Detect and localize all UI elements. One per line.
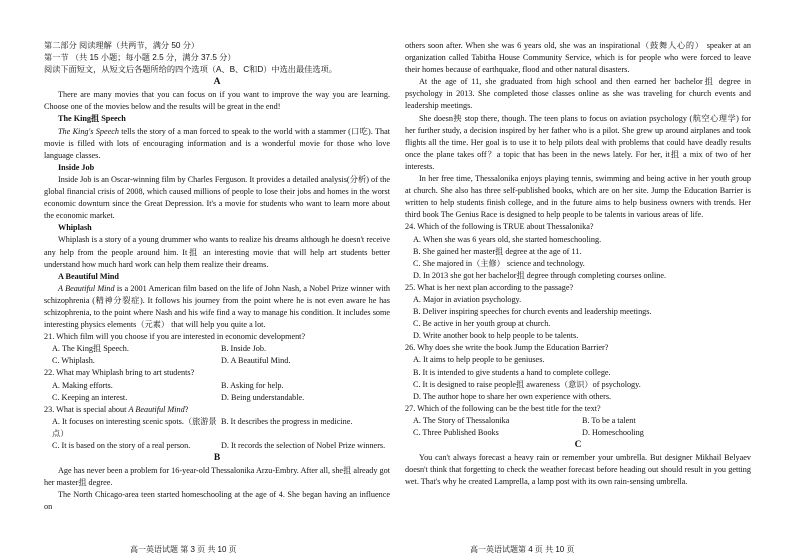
q22-options-row1 [44,380,390,392]
left-column [44,40,390,513]
q25-option-a[interactable]: A. Major in aviation psychology. [413,294,522,304]
question-25: 25. What is her next plan according to the passage? [405,282,574,292]
q23-options-row1 [44,416,390,440]
q21-option-d[interactable]: D. A Beautiful Mind. [221,356,291,366]
movie-2-text: Inside Job is an Oscar-winning film by Charles Ferguson. It provides a detailed analysis(分析) of the global financial crisis of 2008, which caused millions of people to lose their jobs and homes in the worst economic downturn since the Great Depression. It's a movie for students who want to learn more about the economic market. [44,174,390,221]
q22-option-b[interactable]: B. Asking for help. [221,380,284,390]
movie-4-body: is a 2001 American film based on the life of John Nash, a Nobel Prize winner with schizophrenia (精神分裂症). It follows his journey from the point where he is not even aware he has schizophrenia, to the point where Nash and his wife find a way to manage his condition. It includes some interesting physics elements（元素） that will help you quite a lot. [44,283,390,330]
q27-options-row1 [405,415,751,427]
q22-option-d[interactable]: D. Being understandable. [221,392,305,402]
right-page-footer: 高一英语试题第 4 页 共 10 页 [470,545,575,554]
q26-option-a[interactable]: A. It aims to help people to be geniuses. [413,355,545,365]
right-column [405,40,751,488]
q27-option-c[interactable]: C. Three Published Books [413,428,499,437]
passage-b-label: B [213,453,221,464]
q21-option-b[interactable]: B. Inside Job. [221,344,267,354]
passage-b-para-4: She doesn抰 stop there, though. The teen plans to focus on aviation psychology (航空心理学) for her further study, a decision inspired by her father who is a pilot. She grew up around airplanes and took flights all the time. Her goal is to use it to help pilots deal with problems that could have deadly results once the plane takes off？a topic that has been in the news lately. For her, it抯 a mix of two of her interests. [405,113,751,171]
q25-option-d[interactable]: D. Write another book to help people to be talents. [413,331,579,341]
question-23 [44,404,390,416]
q27-option-d[interactable]: D. Homeschooling [582,428,644,437]
q22-option-c[interactable]: C. Keeping an interest. [52,392,128,402]
q23-option-d[interactable]: D. It records the selection of Nobel Prize winners. [221,441,386,450]
q23-film-title: A Beautiful Mind [128,404,185,414]
q21-option-a[interactable]: A. The King抯 Speech. [52,344,129,354]
movie-1-text [44,126,390,162]
instruction: 阅读下面短文，从短文后各题所给的四个选项（A、B、C和D）中选出最佳选项。 [44,65,337,75]
q26-option-d[interactable]: D. The author hope to share her own experience with others. [413,391,612,401]
q26-option-c[interactable]: C. It is designed to raise people抯 awareness（意识）of psychology. [413,379,641,389]
passage-b-para-2: The North Chicago-area teen started homeschooling at the age of 4. She began having an influence on [44,490,390,512]
passage-c-label: C [574,440,582,451]
left-page-footer: 高一英语试题 第 3 页 共 10 页 [130,545,237,554]
passage-c-para-1: You can't always forecast a heavy rain or remember your umbrella. But designer Mikhail Belyaev doesn't think that forgetting to check the weather forecast before heading out should result in you getting wet. That's why he created Lamprella, a lamp post with its own rain-sensing umbrella. [405,453,751,487]
question-24: 24. Which of the following is TRUE about Thessalonika? [405,222,594,232]
passage-a-intro: There are many movies that you can focus on if you want to improve the way you are learning. Choose one of the movies below and the results will be great in the end! [44,90,390,112]
q27-option-b[interactable]: B. To be a talent [582,415,636,425]
q25-option-b[interactable]: B. Deliver inspiring speeches for church events and leadership meetings. [413,307,652,317]
q24-option-c[interactable]: C. She majored in（主修） science and technology. [413,258,585,268]
q23-option-b[interactable]: B. It describes the progress in medicine. [221,416,353,426]
q23-prefix: 23. What is special about [44,404,129,414]
movie-1-title-italic: The King's Speech [58,126,119,136]
movie-2-title: Inside Job [58,162,95,172]
passage-b-para-1: Age has never been a problem for 16-year-old Thessalonika Arzu-Embry. After all, she抯 already got her master抯 degree. [44,466,390,488]
movie-3-text: Whiplash is a story of a young drummer who wants to realize his dreams although he doesn't receive any help from the people around him. It抯 an interesting movie that will help art students better understand how much hard work can help them realize their dreams. [44,235,390,269]
q23-option-a[interactable]: A. It focuses on interesting scenic spots.（旅游景点） [52,416,217,438]
q25-option-c[interactable]: C. Be active in her youth group at church. [413,319,551,329]
movie-3-title: Whiplash [58,223,92,233]
movie-4-title: A Beautiful Mind [58,271,119,281]
q21-options-row2 [44,355,390,367]
question-21: 21. Which film will you choose if you are interested in economic development? [44,332,306,342]
q21-options-row1 [44,343,390,355]
q21-option-c[interactable]: C. Whiplash. [52,356,95,366]
q24-option-b[interactable]: B. She gained her master抯 degree at the age of 11. [413,246,582,256]
q23-options-row2 [44,440,390,452]
question-26: 26. Why does she write the book Jump the Education Barrier? [405,343,609,353]
passage-b-para-3: At the age of 11, she graduated from high school and then earned her bachelor抯 degree in psychology in 2013. She completed those classes online as she was traveling for church events and leadership meetings. [405,77,751,111]
section-subtitle: 第一节 （共 15 小题；每小题 2.5 分，满分 37.5 分） [44,53,236,63]
section-title: 第二部分 阅读理解（共两节，满分 50 分） [44,41,200,50]
q22-options-row2 [44,392,390,404]
q24-option-a[interactable]: A. When she was 6 years old, she started homeschooling. [413,234,602,244]
q22-option-a[interactable]: A. Making efforts. [52,380,113,390]
q24-option-d[interactable]: D. In 2013 she got her bachelor抯 degree through completing courses online. [413,270,667,280]
passage-a-label: A [213,77,221,88]
movie-1-title: The King抯 Speech [58,114,126,124]
q27-options-row2 [405,427,751,439]
q27-option-a[interactable]: A. The Story of Thessalonika [413,415,510,425]
passage-b-para-2-cont: others soon after. When she was 6 years old, she was an inspirational（鼓舞人心的） speaker at an organization called Tabitha House Community Service, which is for people who were forced to leave their homes because of earthquake, flood and other natural disasters. [405,41,751,75]
question-27: 27. Which of the following can be the best title for the text? [405,403,601,413]
movie-1-body: tells the story of a man forced to speak to the world with a stammer (口吃). That movie is filled with lots of encouraging information and is a wonderful movie for those who love language classes. [44,126,390,160]
movie-4-title-italic: A Beautiful Mind [58,283,115,293]
movie-4-text [44,283,390,331]
question-22: 22. What may Whiplash bring to art students? [44,368,195,378]
passage-b-para-5: In her free time, Thessalonika enjoys playing tennis, swimming and being active in her youth group at church. She also has three self-published books, which are on her site. Jump the Education Barrier is written to help students finish college, and in the future aims to help business owners with trends. Her third book The Genius Race is designed to help people to be talents in various areas of life. [405,174,751,220]
q23-suffix: ? [184,404,189,414]
q23-option-c[interactable]: C. It is based on the story of a real person. [52,441,191,450]
q26-option-b[interactable]: B. It is intended to give students a hand to complete college. [413,367,611,377]
